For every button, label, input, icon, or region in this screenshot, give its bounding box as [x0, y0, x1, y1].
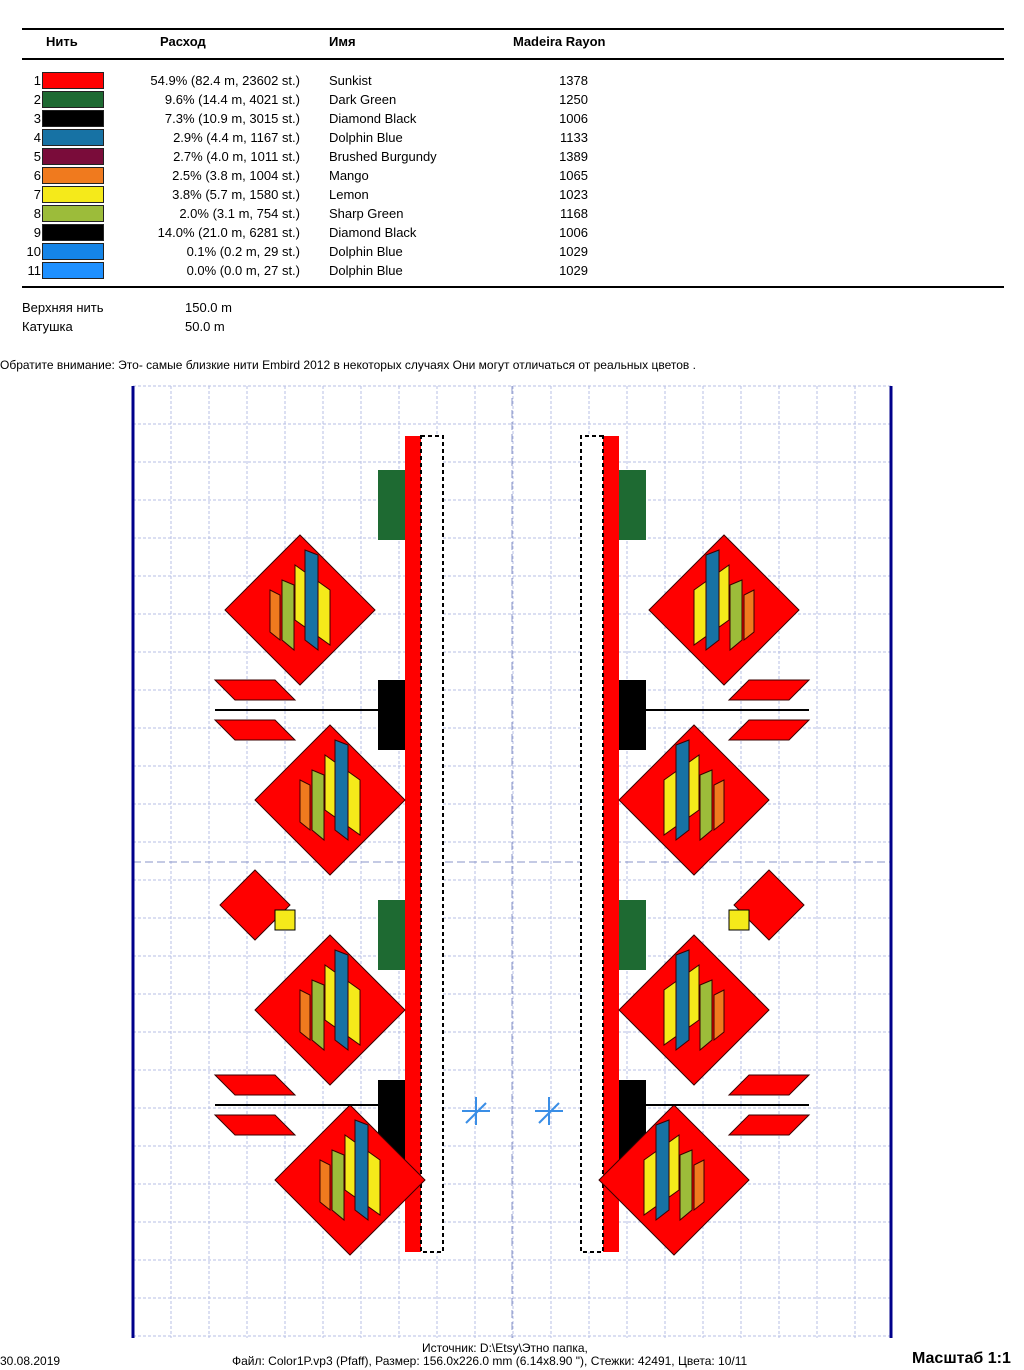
col-header-brand: Madeira Rayon: [513, 34, 606, 49]
color-swatch: [42, 262, 104, 279]
color-swatch: [42, 186, 104, 203]
flower-stripe-blue: [656, 1120, 669, 1220]
thread-code: 1389: [559, 149, 588, 164]
col-header-usage: Расход: [160, 34, 206, 49]
thread-name: Diamond Black: [329, 111, 417, 126]
thread-usage: 0.0% (0.0 m, 27 st.): [186, 263, 300, 278]
border-band-red: [603, 436, 619, 1252]
thread-code: 1065: [559, 168, 588, 183]
thread-number: 4: [33, 130, 41, 145]
print-date: 30.08.2019: [0, 1354, 61, 1368]
rosette-center: [729, 910, 749, 930]
thread-number: 8: [33, 206, 41, 221]
thread-name: Dolphin Blue: [329, 263, 403, 278]
flower-stripe-orange: [320, 1160, 330, 1210]
flower-stripe-orange: [270, 590, 280, 640]
list-bottom-rule: [22, 286, 1004, 288]
border-band-zigzag: [421, 436, 443, 1252]
flower-stripe-green: [700, 980, 712, 1050]
flower-stripe-blue: [676, 740, 689, 840]
thread-code: 1029: [559, 244, 588, 259]
thread-number: 1: [33, 73, 41, 88]
thread-code: 1378: [559, 73, 588, 88]
thread-usage: 9.6% (14.4 m, 4021 st.): [164, 92, 300, 107]
border-band-zigzag: [581, 436, 603, 1252]
top-thread-label: Верхняя нить: [22, 300, 104, 315]
flower-stripe-orange: [714, 780, 724, 830]
thread-name: Lemon: [329, 187, 369, 202]
color-swatch: [42, 224, 104, 241]
flower-stripe-green: [730, 580, 742, 650]
thread-name: Brushed Burgundy: [329, 149, 437, 164]
color-swatch: [42, 91, 104, 108]
thread-usage: 2.9% (4.4 m, 1167 st.): [173, 130, 300, 145]
inner-band-segment: [619, 470, 646, 540]
col-header-thread: Нить: [46, 34, 78, 49]
flower-stripe-orange: [300, 990, 310, 1040]
header-rule: [22, 58, 1004, 60]
inner-band-segment: [619, 680, 646, 750]
bobbin-label: Катушка: [22, 319, 73, 334]
flower-stripe-orange: [300, 780, 310, 830]
hoop-mark-icon: [535, 1097, 563, 1125]
flower-stripe-orange: [744, 590, 754, 640]
file-info: Файл: Color1P.vp3 (Pfaff), Размер: 156.0x226.0 mm (6.14x8.90 "), Стежки: 42491, Цвета: 10/11: [232, 1354, 748, 1368]
thread-code: 1023: [559, 187, 588, 202]
flower-stripe-green: [312, 980, 324, 1050]
thread-code: 1006: [559, 111, 588, 126]
thread-number: 2: [33, 92, 41, 107]
thread-usage: 2.5% (3.8 m, 1004 st.): [172, 168, 300, 183]
color-swatch: [42, 72, 104, 89]
flower-stripe-green: [700, 770, 712, 840]
flower-stripe-blue: [706, 550, 719, 650]
thread-number: 7: [33, 187, 41, 202]
flower-stripe-blue: [676, 950, 689, 1050]
flower-stripe-green: [282, 580, 294, 650]
color-swatch: [42, 129, 104, 146]
top-thread-value: 150.0 m: [185, 300, 232, 315]
inner-band-segment: [619, 900, 646, 970]
source-path: Источник: D:\Etsy\Этно папка,: [422, 1341, 588, 1355]
flower-stripe-blue: [335, 950, 348, 1050]
embroidery-preview: [0, 380, 1024, 1342]
thread-usage: 3.8% (5.7 m, 1580 st.): [172, 187, 300, 202]
leaf-arrow: [215, 680, 295, 700]
thread-usage: 2.7% (4.0 m, 1011 st.): [173, 149, 300, 164]
flower-stripe-green: [312, 770, 324, 840]
inner-band-segment: [378, 470, 405, 540]
inner-band-segment: [378, 900, 405, 970]
preview-grid: [133, 386, 891, 1338]
thread-name: Sunkist: [329, 73, 372, 88]
thread-number: 11: [27, 263, 41, 278]
thread-name: Diamond Black: [329, 225, 417, 240]
inner-band-segment: [378, 680, 405, 750]
bobbin-value: 50.0 m: [185, 319, 225, 334]
color-swatch: [42, 110, 104, 127]
note-text: Обратите внимание: Это- самые близкие нити Embird 2012 в некоторых случаях Они могут отличаться от реальных цветов .: [0, 358, 696, 372]
thread-code: 1006: [559, 225, 588, 240]
thread-number: 6: [33, 168, 41, 183]
color-swatch: [42, 148, 104, 165]
thread-code: 1250: [559, 92, 588, 107]
leaf-arrow: [215, 1075, 295, 1095]
motif-right-half: [581, 436, 809, 1255]
border-band-red: [405, 436, 421, 1252]
rosette-center: [275, 910, 295, 930]
color-swatch: [42, 243, 104, 260]
flower-stripe-blue: [305, 550, 318, 650]
flower-stripe-blue: [355, 1120, 368, 1220]
top-rule: [22, 28, 1004, 30]
leaf-arrow: [215, 1115, 295, 1135]
thread-name: Dark Green: [329, 92, 397, 107]
thread-number: 9: [33, 225, 41, 240]
thread-code: 1029: [559, 263, 588, 278]
thread-usage: 54.9% (82.4 m, 23602 st.): [150, 73, 300, 88]
thread-name: Dolphin Blue: [329, 244, 403, 259]
motif-left-half: [215, 436, 443, 1255]
leaf-arrow: [215, 720, 295, 740]
flower-stripe-blue: [335, 740, 348, 840]
thread-code: 1168: [560, 206, 588, 221]
thread-number: 3: [33, 111, 41, 126]
thread-name: Sharp Green: [329, 206, 404, 221]
hoop-mark-icon: [462, 1097, 490, 1125]
flower-stripe-green: [332, 1150, 344, 1220]
thread-name: Dolphin Blue: [329, 130, 403, 145]
scale-label: Масштаб 1:1: [912, 1350, 1011, 1367]
flower-stripe-orange: [694, 1160, 704, 1210]
thread-usage: 0.1% (0.2 m, 29 st.): [186, 244, 300, 259]
thread-usage: 7.3% (10.9 m, 3015 st.): [164, 111, 300, 126]
thread-number: 5: [33, 149, 41, 164]
color-swatch: [42, 205, 104, 222]
thread-usage: 14.0% (21.0 m, 6281 st.): [157, 225, 300, 240]
flower-stripe-green: [680, 1150, 692, 1220]
col-header-name: Имя: [329, 34, 356, 49]
flower-stripe-orange: [714, 990, 724, 1040]
thread-usage: 2.0% (3.1 m, 754 st.): [179, 206, 300, 221]
color-swatch: [42, 167, 104, 184]
thread-number: 10: [26, 244, 41, 259]
thread-name: Mango: [329, 168, 369, 183]
thread-code: 1133: [560, 130, 588, 145]
